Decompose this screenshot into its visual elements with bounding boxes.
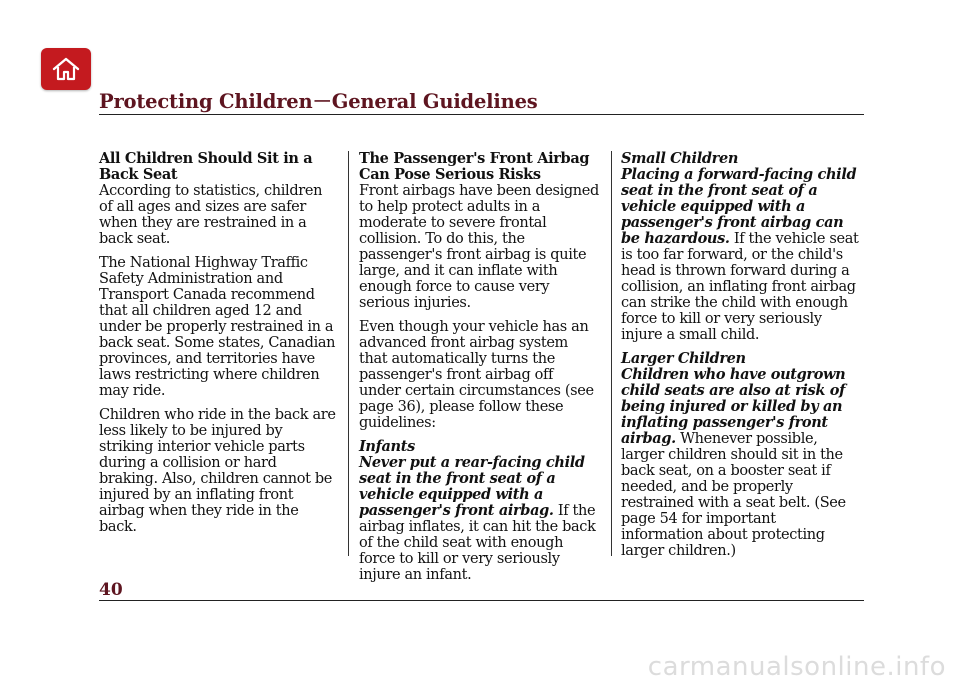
home-button[interactable] bbox=[41, 48, 91, 90]
paragraph: According to statistics, children of all ages and sizes are safer when they are restrained in a back seat. bbox=[99, 183, 323, 247]
column-3 bbox=[621, 151, 861, 567]
column-divider bbox=[611, 151, 612, 556]
watermark: carmanualsonline.info bbox=[647, 652, 946, 682]
body-text: If the vehicle seat is too far forward, or the child's head is thrown forward during a collision, an inflating front airbag can strike the child with enough force to kill or very seriously injure a small child. bbox=[621, 231, 859, 343]
subheading-larger-children: Larger Children bbox=[621, 350, 746, 367]
paragraph-small-children bbox=[621, 167, 861, 343]
title-divider bbox=[99, 114, 864, 115]
section-title: Protecting Children－General Guidelines bbox=[99, 90, 538, 113]
heading-airbag-risks: The Passenger's Front Airbag Can Pose Serious Risks bbox=[359, 150, 590, 183]
column-1 bbox=[99, 151, 339, 543]
warning-text: Placing a forward-facing child seat in the front seat of a vehicle equipped with a passenger's front airbag can be hazardous. bbox=[621, 166, 857, 247]
footer-divider bbox=[99, 600, 864, 601]
paragraph: Children who ride in the back are less likely to be injured by striking interior vehicle parts during a collision or hard braking. Also, children cannot be injured by an inflating front airbag when they ride in the back. bbox=[99, 407, 336, 535]
body-text: Whenever possible, larger children should sit in the back seat, on a booster seat if needed, and be properly restrained with a seat belt. (See page 54 for important information about protecting larger children.) bbox=[621, 431, 846, 559]
column-2 bbox=[359, 151, 599, 591]
page-number: 40 bbox=[99, 580, 123, 600]
home-icon bbox=[51, 56, 81, 82]
paragraph: Even though your vehicle has an advanced front airbag system that automatically turns the passenger's front airbag off under certain circumstances (see page 36), please follow these guidelines: bbox=[359, 319, 594, 431]
subheading-infants: Infants bbox=[359, 438, 415, 455]
column-divider bbox=[348, 151, 349, 556]
paragraph: The National Highway Traffic Safety Administration and Transport Canada recommend that all children aged 12 and under be properly restrained in a back seat. Some states, Canadian provinces, and territories have laws restricting where children may ride. bbox=[99, 255, 336, 399]
body-text: If the airbag inflates, it can hit the back of the child seat with enough force to kill or very seriously injure an infant. bbox=[359, 503, 596, 583]
warning-text: Children who have outgrown child seats are also at risk of being injured or killed by an inflating passenger's front airbag. bbox=[621, 366, 846, 447]
warning-text: Never put a rear-facing child seat in the front seat of a vehicle equipped with a passenger's front airbag. bbox=[359, 454, 585, 519]
subheading-small-children: Small Children bbox=[621, 150, 739, 167]
paragraph-larger-children bbox=[621, 367, 861, 559]
paragraph: Front airbags have been designed to help protect adults in a moderate to severe frontal collision. To do this, the passenger's front airbag is quite large, and it can inflate with enough force to cause very serious injuries. bbox=[359, 183, 599, 311]
heading-back-seat: All Children Should Sit in a Back Seat bbox=[99, 150, 313, 183]
paragraph-infants bbox=[359, 455, 599, 583]
